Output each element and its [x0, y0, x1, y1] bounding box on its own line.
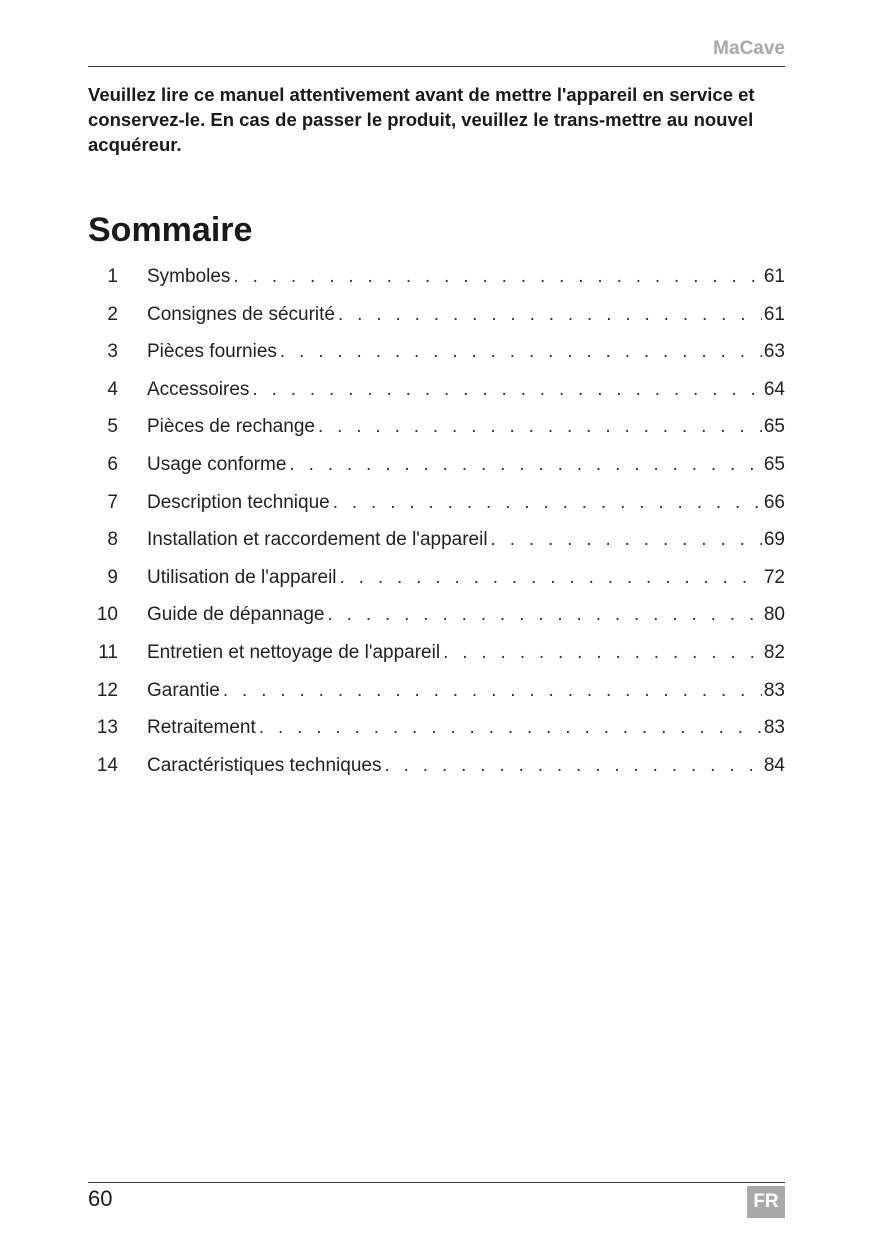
- toc-item-number: 8: [107, 529, 118, 551]
- toc-item-label: Retraitement: [147, 717, 256, 739]
- toc-item-page: 64: [763, 378, 785, 400]
- toc-item-number: 2: [107, 303, 118, 325]
- header-divider: [88, 66, 785, 67]
- toc-dot-leader: [223, 680, 762, 702]
- toc-item-label: Guide de dépannage: [147, 604, 325, 626]
- toc-item-usage-conforme[interactable]: [88, 454, 785, 492]
- toc-item-number: 6: [107, 453, 118, 475]
- toc-item-label: Accessoires: [147, 378, 250, 400]
- toc-dot-leader: [491, 529, 762, 551]
- toc-item-entretien-nettoyage[interactable]: [88, 642, 785, 680]
- toc-item-number: 14: [96, 754, 118, 776]
- toc-item-accessoires[interactable]: [88, 379, 785, 417]
- toc-item-number: 10: [96, 604, 118, 626]
- header-brand: MaCave: [713, 38, 785, 59]
- toc-item-garantie[interactable]: [88, 680, 785, 718]
- toc-item-page: 66: [763, 491, 785, 513]
- toc-item-label: Entretien et nettoyage de l'appareil: [147, 641, 441, 663]
- toc-item-number: 5: [107, 416, 118, 438]
- table-of-contents: [88, 266, 785, 792]
- toc-dot-leader: [340, 567, 762, 589]
- toc-item-guide-depannage[interactable]: [88, 604, 785, 642]
- toc-item-page: 82: [763, 641, 785, 663]
- toc-item-label: Installation et raccordement de l'appareil: [147, 529, 488, 551]
- toc-item-label: Utilisation de l'appareil: [147, 566, 337, 588]
- toc-item-page: 72: [763, 566, 785, 588]
- toc-item-page: 63: [763, 341, 785, 363]
- toc-item-number: 3: [107, 341, 118, 363]
- toc-dot-leader: [280, 341, 762, 363]
- toc-dot-leader: [259, 717, 762, 739]
- toc-item-installation[interactable]: [88, 529, 785, 567]
- toc-item-label: Usage conforme: [147, 453, 287, 475]
- toc-item-pieces-fournies[interactable]: [88, 341, 785, 379]
- toc-item-label: Description technique: [147, 491, 330, 513]
- toc-dot-leader: [333, 492, 762, 514]
- toc-item-page: 69: [763, 529, 785, 551]
- intro-notice: Veuillez lire ce manuel attentivement avant de mettre l'appareil en service et conservez-le. En cas de passer le produit, veuillez le trans-mettre au nouvel acquéreur.: [88, 84, 755, 155]
- language-badge: FR: [747, 1186, 785, 1218]
- toc-item-description-technique[interactable]: [88, 492, 785, 530]
- toc-item-page: 61: [763, 266, 785, 287]
- toc-item-symboles[interactable]: [88, 266, 785, 304]
- toc-item-number: 1: [107, 266, 118, 287]
- toc-item-label: Caractéristiques techniques: [147, 754, 382, 776]
- toc-dot-leader: [443, 642, 762, 664]
- toc-dot-leader: [252, 379, 761, 401]
- toc-item-number: 9: [107, 566, 118, 588]
- toc-title: Sommaire: [88, 211, 253, 249]
- toc-item-pieces-rechange[interactable]: [88, 416, 785, 454]
- toc-item-label: Pièces de rechange: [147, 416, 315, 438]
- toc-item-page: 80: [763, 604, 785, 626]
- toc-dot-leader: [338, 304, 762, 326]
- toc-item-page: 83: [763, 679, 785, 701]
- toc-item-number: 12: [96, 679, 118, 701]
- toc-dot-leader: [318, 416, 762, 438]
- toc-item-page: 83: [763, 717, 785, 739]
- footer-divider: [88, 1182, 785, 1183]
- toc-item-page: 84: [763, 754, 785, 776]
- toc-item-number: 7: [107, 491, 118, 513]
- toc-item-page: 65: [763, 453, 785, 475]
- toc-item-label: Pièces fournies: [147, 341, 277, 363]
- toc-item-consignes-securite[interactable]: [88, 304, 785, 342]
- toc-item-number: 13: [96, 717, 118, 739]
- toc-item-page: 61: [763, 303, 785, 325]
- toc-item-utilisation[interactable]: [88, 567, 785, 605]
- toc-item-number: 4: [107, 378, 118, 400]
- page-number: 60: [88, 1186, 113, 1211]
- toc-item-page: 65: [763, 416, 785, 438]
- toc-item-label: Garantie: [147, 679, 220, 701]
- toc-dot-leader: [289, 454, 761, 476]
- toc-item-label: Consignes de sécurité: [147, 303, 335, 325]
- toc-dot-leader: [384, 755, 761, 777]
- toc-dot-leader: [328, 604, 762, 626]
- toc-dot-leader: [233, 266, 761, 288]
- toc-item-caracteristiques-techniques[interactable]: [88, 755, 785, 793]
- toc-item-number: 11: [98, 641, 118, 663]
- toc-item-retraitement[interactable]: [88, 717, 785, 755]
- toc-item-label: Symboles: [147, 266, 231, 287]
